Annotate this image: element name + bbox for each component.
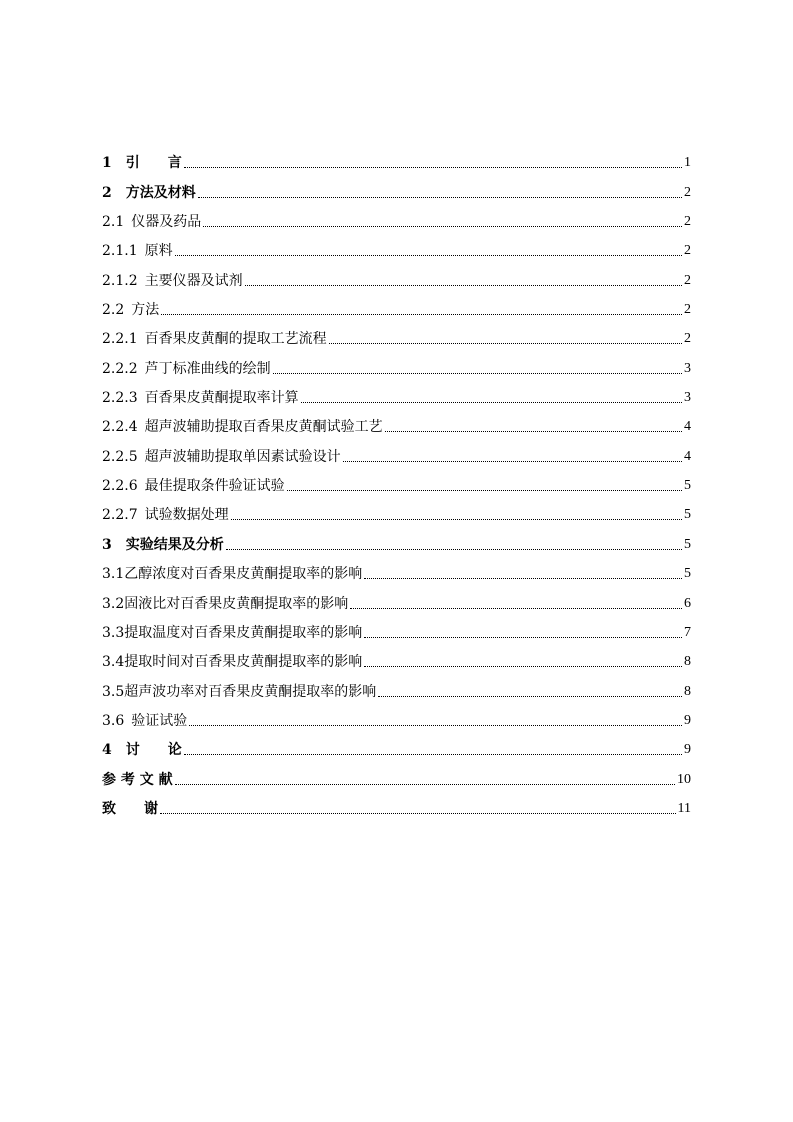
toc-entry[interactable] [102, 671, 691, 700]
toc-label [102, 683, 376, 701]
toc-leader-dots [184, 754, 682, 755]
toc-label [102, 477, 285, 495]
toc-section-title: 方法 [131, 302, 160, 319]
toc-label [102, 506, 229, 524]
toc-entry[interactable] [102, 378, 691, 407]
toc-page-number: 4 [684, 419, 691, 435]
toc-section-number: 3.1 [102, 566, 125, 583]
toc-section-number: 2.1 [102, 214, 125, 231]
toc-leader-dots [273, 373, 682, 374]
toc-leader-dots [350, 608, 682, 609]
toc-section-number: 2 [102, 184, 112, 201]
toc-label [102, 624, 362, 642]
toc-section-number: 3.2 [102, 595, 125, 612]
toc-leader-dots [184, 167, 682, 168]
toc-entry[interactable] [102, 759, 691, 788]
toc-section-number: 2.2.1 [102, 331, 138, 348]
toc-label [102, 184, 196, 202]
toc-label [102, 330, 327, 348]
toc-section-title: 固液比对百香果皮黄酮提取率的影响 [124, 595, 349, 612]
toc-entry[interactable] [102, 613, 691, 642]
toc-section-number: 4 [102, 742, 112, 759]
toc-leader-dots [189, 725, 682, 726]
toc-page-number: 2 [684, 272, 691, 288]
toc-page-number: 2 [684, 184, 691, 200]
toc-section-number: 2.1.1 [102, 243, 138, 260]
toc-label [102, 771, 173, 789]
toc-page-number: 10 [677, 771, 691, 787]
toc-label [102, 536, 224, 554]
toc-page-number: 8 [684, 654, 691, 670]
toc-entry[interactable] [102, 172, 691, 201]
toc-entry[interactable] [102, 231, 691, 260]
toc-page-number: 9 [684, 742, 691, 758]
toc-entry[interactable] [102, 466, 691, 495]
toc-section-number: 3.5 [102, 683, 125, 700]
toc-section-number: 3 [102, 536, 112, 553]
toc-label [102, 741, 182, 759]
toc-leader-dots [175, 784, 675, 785]
table-of-contents [102, 143, 691, 818]
toc-page-number: 2 [684, 331, 691, 347]
toc-section-number: 2.2.2 [102, 360, 138, 377]
toc-section-number: 2.1.2 [102, 272, 138, 289]
toc-entry[interactable] [102, 143, 691, 172]
toc-section-title: 超声波功率对百香果皮黄酮提取率的影响 [124, 683, 377, 700]
toc-section-title: 超声波辅助提取单因素试验设计 [144, 448, 341, 465]
toc-entry[interactable] [102, 290, 691, 319]
toc-label [102, 301, 159, 319]
toc-page-number: 4 [684, 448, 691, 464]
toc-section-title: 致 谢 [102, 800, 158, 817]
toc-leader-dots [364, 578, 682, 579]
toc-page-number: 2 [684, 243, 691, 259]
toc-section-number: 2.2.7 [102, 507, 138, 524]
toc-entry[interactable] [102, 642, 691, 671]
toc-label [102, 242, 173, 260]
toc-section-title: 方法及材料 [125, 184, 196, 201]
toc-label [102, 595, 348, 613]
toc-leader-dots [203, 226, 682, 227]
toc-page-number: 5 [684, 536, 691, 552]
toc-page-number: 5 [684, 478, 691, 494]
toc-entry[interactable] [102, 730, 691, 759]
toc-entry[interactable] [102, 554, 691, 583]
toc-leader-dots [231, 519, 682, 520]
toc-entry[interactable] [102, 701, 691, 730]
toc-section-title: 原料 [144, 243, 173, 260]
toc-page-number: 9 [684, 712, 691, 728]
toc-label [102, 360, 271, 378]
toc-page-number: 2 [684, 302, 691, 318]
toc-leader-dots [160, 813, 676, 814]
toc-entry[interactable] [102, 202, 691, 231]
toc-label [102, 154, 182, 172]
toc-entry[interactable] [102, 583, 691, 612]
toc-leader-dots [161, 314, 682, 315]
toc-section-title: 引 言 [125, 155, 182, 172]
toc-label [102, 418, 383, 436]
toc-section-title: 乙醇浓度对百香果皮黄酮提取率的影响 [124, 566, 363, 583]
toc-section-number: 1 [102, 155, 112, 172]
toc-page-number: 3 [684, 390, 691, 406]
toc-section-title: 验证试验 [131, 712, 188, 729]
toc-label [102, 389, 299, 407]
toc-leader-dots [343, 461, 682, 462]
toc-section-title: 主要仪器及试剂 [144, 272, 243, 289]
toc-leader-dots [245, 285, 682, 286]
toc-section-number: 2.2.6 [102, 478, 138, 495]
toc-leader-dots [364, 637, 682, 638]
toc-section-number: 3.4 [102, 654, 125, 671]
toc-leader-dots [175, 255, 682, 256]
toc-leader-dots [301, 402, 682, 403]
toc-section-number: 2.2.5 [102, 448, 138, 465]
toc-section-number: 2.2.3 [102, 390, 138, 407]
toc-label [102, 653, 362, 671]
toc-leader-dots [198, 197, 682, 198]
toc-entry[interactable] [102, 436, 691, 465]
toc-section-title: 提取时间对百香果皮黄酮提取率的影响 [124, 654, 363, 671]
toc-section-title: 最佳提取条件验证试验 [144, 478, 285, 495]
toc-entry[interactable] [102, 524, 691, 553]
toc-entry[interactable] [102, 495, 691, 524]
toc-section-number: 3.3 [102, 624, 125, 641]
toc-page-number: 5 [684, 566, 691, 582]
toc-leader-dots [287, 490, 682, 491]
toc-leader-dots [364, 666, 682, 667]
toc-leader-dots [378, 696, 682, 697]
toc-entry[interactable] [102, 260, 691, 289]
toc-leader-dots [385, 431, 682, 432]
toc-label [102, 272, 243, 290]
toc-page-number: 5 [684, 507, 691, 523]
toc-label [102, 448, 341, 466]
toc-section-number: 2.2.4 [102, 419, 138, 436]
toc-label [102, 565, 362, 583]
toc-section-title: 百香果皮黄酮的提取工艺流程 [144, 331, 327, 348]
toc-entry[interactable] [102, 789, 691, 818]
toc-page-number: 8 [684, 683, 691, 699]
toc-section-title: 讨 论 [125, 742, 182, 759]
toc-page-number: 1 [684, 155, 691, 171]
toc-page-number: 7 [684, 624, 691, 640]
toc-label [102, 213, 201, 231]
toc-section-title: 超声波辅助提取百香果皮黄酮试验工艺 [144, 419, 383, 436]
toc-entry[interactable] [102, 319, 691, 348]
toc-leader-dots [226, 549, 682, 550]
toc-section-title: 试验数据处理 [144, 507, 229, 524]
toc-section-title: 提取温度对百香果皮黄酮提取率的影响 [124, 624, 363, 641]
toc-section-title: 百香果皮黄酮提取率计算 [144, 390, 299, 407]
toc-leader-dots [329, 343, 682, 344]
toc-section-title: 实验结果及分析 [125, 536, 224, 553]
toc-section-title: 仪器及药品 [131, 214, 202, 231]
toc-section-number: 3.6 [102, 712, 125, 729]
toc-page-number: 6 [684, 595, 691, 611]
toc-section-number: 2.2 [102, 302, 125, 319]
toc-section-title: 芦丁标准曲线的绘制 [144, 360, 271, 377]
toc-entry[interactable] [102, 348, 691, 377]
toc-page-number: 3 [684, 360, 691, 376]
toc-entry[interactable] [102, 407, 691, 436]
toc-page-number: 2 [684, 214, 691, 230]
toc-label [102, 800, 158, 818]
toc-label [102, 712, 187, 730]
toc-page-number: 11 [677, 800, 691, 816]
toc-section-title: 参 考 文 献 [102, 771, 173, 788]
